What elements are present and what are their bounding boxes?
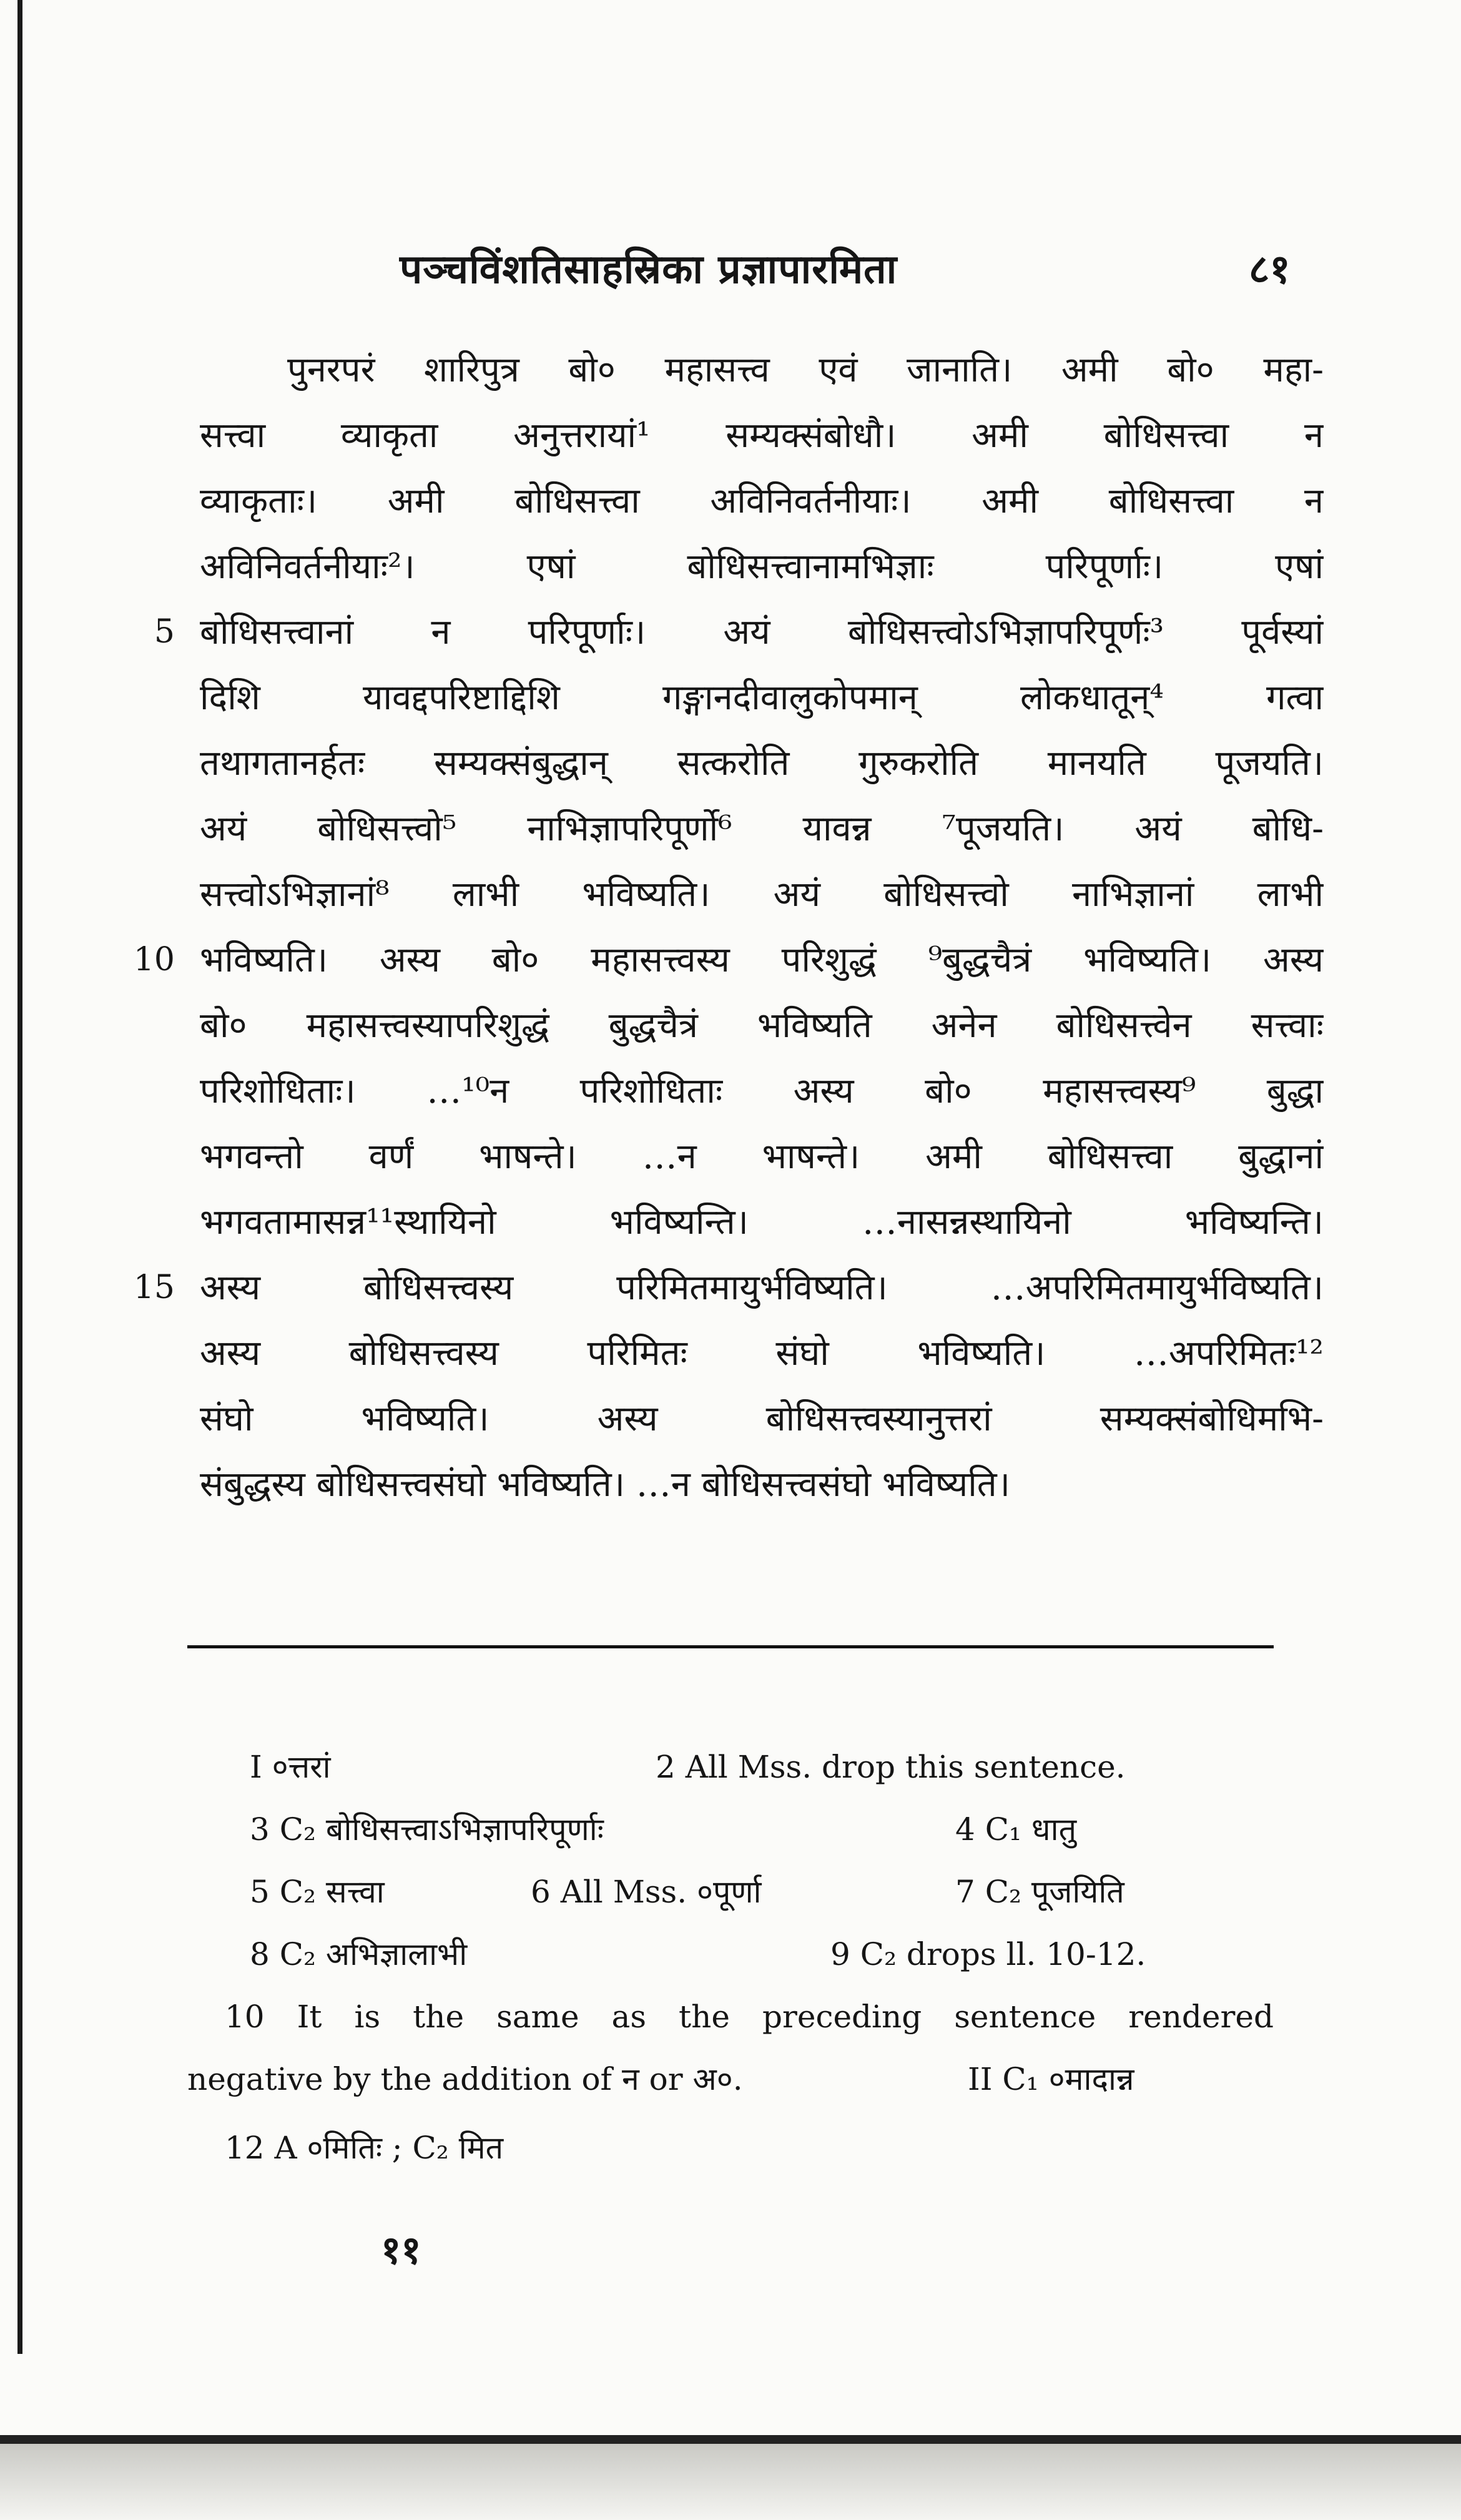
footnote: II C₁ ०मादान्न bbox=[968, 2061, 1134, 2097]
signature-mark: ११ bbox=[381, 2227, 421, 2273]
page-number: ८१ bbox=[1249, 246, 1291, 293]
text-line: अस्य बोधिसत्त्वस्य परिमितमायुर्भविष्यति। …अपरिमितमायुर्भविष्यति। bbox=[200, 1267, 1324, 1308]
line-number: 5 bbox=[154, 613, 175, 651]
text-line: व्याकृताः। अमी बोधिसत्त्वा अविनिवर्तनीयाः। अमी बोधिसत्त्वा न bbox=[200, 481, 1324, 521]
page-binding-edge bbox=[17, 0, 22, 2354]
page-bottom-edge bbox=[0, 2435, 1461, 2444]
footnote-continued: negative by the addition of न or अ०. bbox=[187, 2061, 743, 2097]
footnote: 9 C₂ drops ll. 10-12. bbox=[830, 1936, 1146, 1972]
text-line: सत्त्वा व्याकृता अनुत्तरायां¹ सम्यक्संबोधौ। अमी बोधिसत्त्वा न bbox=[200, 415, 1324, 456]
text-line: परिशोधिताः। …¹⁰न परिशोधिताः अस्य बो० महासत्त्वस्य⁹ बुद्धा bbox=[200, 1071, 1324, 1111]
footnote: 3 C₂ बोधिसत्त्वाऽभिज्ञापरिपूर्णाः bbox=[250, 1811, 604, 1848]
footnote: 8 C₂ अभिज्ञालाभी bbox=[250, 1936, 468, 1972]
footnote: 6 All Mss. ०पूर्णा bbox=[531, 1874, 762, 1910]
footnote: 12 A ०मितिः ; C₂ मित bbox=[225, 2130, 504, 2166]
text-line: अयं बोधिसत्त्वो⁵ नाभिज्ञापरिपूर्णो⁶ यावन्न ⁷पूजयति। अयं बोधि- bbox=[200, 809, 1324, 849]
text-line: भगवन्तो वर्णं भाषन्ते। …न भाषन्ते। अमी बोधिसत्त्वा बुद्धानां bbox=[200, 1136, 1324, 1177]
text-line: सत्त्वोऽभिज्ञानां⁸ लाभी भविष्यति। अयं बोधिसत्त्वो नाभिज्ञानां लाभी bbox=[200, 874, 1324, 915]
footnote: 2 All Mss. drop this sentence. bbox=[656, 1749, 1126, 1785]
text-line: बोधिसत्त्वानां न परिपूर्णाः। अयं बोधिसत्त्वोऽभिज्ञापरिपूर्णः³ पूर्वस्यां bbox=[200, 612, 1324, 652]
footnote: 10 It is the same as the preceding sentence rendered bbox=[225, 1999, 1274, 2035]
line-number: 10 bbox=[133, 941, 175, 978]
text-line: भगवतामासन्न¹¹स्थायिनो भविष्यन्ति। …नासन्नस्थायिनो भविष्यन्ति। bbox=[200, 1202, 1324, 1243]
line-number: 15 bbox=[133, 1269, 175, 1306]
text-line: दिशि यावद्दपरिष्टाद्दिशि गङ्गानदीवालुकोपमान् लोकधातून्⁴ गत्वा bbox=[200, 677, 1324, 718]
text-line: भविष्यति। अस्य बो० महासत्त्वस्य परिशुद्धं ⁹बुद्धचैत्रं भविष्यति। अस्य bbox=[200, 940, 1324, 980]
footnote: 5 C₂ सत्त्वा bbox=[250, 1874, 385, 1910]
text-line: संबुद्धस्य बोधिसत्त्वसंघो भविष्यति। …न बोधिसत्त्वसंघो भविष्यति। bbox=[200, 1464, 1010, 1505]
text-line: तथागतानर्हतः सम्यक्संबुद्धान् सत्करोति गुरुकरोति मानयति पूजयति। bbox=[200, 743, 1324, 784]
running-title: पञ्चविंशतिसाहस्रिका प्रज्ञापारमिता bbox=[400, 246, 898, 293]
text-line: संघो भविष्यति। अस्य बोधिसत्त्वस्यानुत्तरां सम्यक्संबोधिमभि- bbox=[200, 1399, 1324, 1439]
footnote: 7 C₂ पूजयिति bbox=[955, 1874, 1124, 1910]
footnote-rule bbox=[187, 1645, 1274, 1648]
footnote: I ०त्तरां bbox=[250, 1749, 331, 1785]
text-line: पुनरपरं शारिपुत्र बो० महासत्त्व एवं जानाति। अमी बो० महा- bbox=[287, 350, 1324, 390]
text-line: अविनिवर्तनीयाः²। एषां बोधिसत्त्वानामभिज्ञाः परिपूर्णाः। एषां bbox=[200, 546, 1324, 587]
text-line: बो० महासत्त्वस्यापरिशुद्धं बुद्धचैत्रं भविष्यति अनेन बोधिसत्त्वेन सत्त्वाः bbox=[200, 1005, 1324, 1046]
scan-shadow bbox=[0, 2444, 1461, 2520]
footnote: 4 C₁ धातु bbox=[955, 1811, 1077, 1848]
text-line: अस्य बोधिसत्त्वस्य परिमितः संघो भविष्यति। …अपरिमितः¹² bbox=[200, 1333, 1324, 1374]
